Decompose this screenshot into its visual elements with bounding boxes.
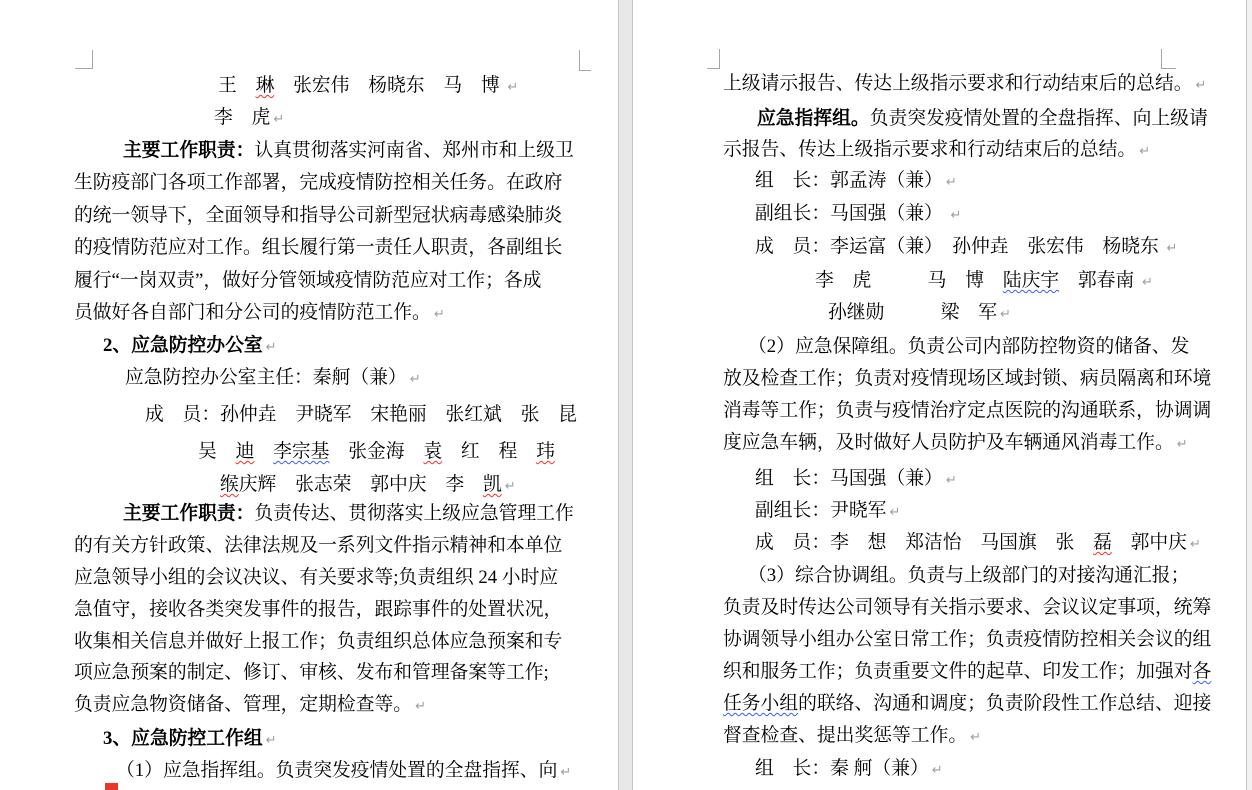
text-segment: 李 虎: [214, 107, 271, 128]
text-line[interactable]: [723, 597, 1211, 618]
text-segment: 成 员：李运富（兼） 孙仲垚 张宏伟 杨晓东: [755, 236, 1164, 257]
text-line[interactable]: [723, 73, 1206, 96]
text-line[interactable]: [74, 270, 541, 291]
text-line[interactable]: [218, 75, 518, 98]
text-segment: 负责突发疫情处置的全盘指挥、向上级请: [869, 108, 1208, 129]
text-line[interactable]: [125, 367, 421, 390]
paragraph-mark-icon: ↵: [1189, 537, 1201, 552]
text-boundary-mark-icon: [1161, 49, 1176, 69]
text-boundary-mark-icon: [579, 50, 591, 71]
text-segment: [254, 441, 273, 462]
text-line[interactable]: [103, 728, 277, 751]
text-segment: 孙继勋 梁 军: [828, 302, 998, 323]
paragraph-mark-icon: ↵: [931, 763, 943, 778]
paragraph-mark-icon: ↵: [945, 473, 957, 488]
text-segment: 张金海: [329, 441, 424, 462]
text-line[interactable]: [116, 760, 571, 783]
paragraph-mark-icon: ↵: [409, 372, 421, 387]
text-segment: 项应急预案的制定、修订、审核、发布和管理备案等工作;: [74, 662, 549, 683]
text-segment: 王: [218, 75, 256, 96]
text-segment: （1）应急指挥组。负责突发疫情处置的全盘指挥、向: [116, 760, 558, 781]
text-line[interactable]: [123, 140, 574, 161]
paragraph-mark-icon: ↵: [1141, 275, 1153, 290]
text-segment: 上级请示报告、传达上级指示要求和行动结束后的总结。: [723, 73, 1193, 94]
text-segment: 成 员：李 想 郑洁怡 马国旗 张: [755, 532, 1094, 553]
text-segment: 负责应急物资储备、管理，定期检查等。: [74, 694, 413, 715]
text-line[interactable]: [145, 404, 577, 425]
red-text-fragment: [105, 783, 118, 790]
text-segment: 织和服务工作；负责重要文件的起草、印发工作；加强对: [723, 661, 1193, 682]
paragraph-mark-icon: ↵: [1195, 78, 1207, 93]
text-line[interactable]: [755, 758, 943, 781]
grammar-blue-squiggle-text: 各: [1192, 661, 1212, 682]
text-segment: 认真贯彻落实河南省、郑州市和上级卫: [254, 140, 574, 161]
paragraph-mark-icon: ↵: [970, 730, 982, 745]
page-right-edge: [1246, 0, 1252, 790]
text-segment: 郭春南: [1059, 270, 1139, 291]
text-segment: 应急指挥组。: [757, 108, 870, 129]
text-boundary-mark-icon: [75, 50, 93, 69]
text-line[interactable]: [74, 599, 562, 620]
text-line[interactable]: [723, 368, 1211, 389]
text-segment: 吴: [198, 441, 236, 462]
text-line[interactable]: [723, 629, 1211, 650]
text-segment: 庆辉 张志荣 郭中庆 李: [238, 474, 483, 495]
document-page-right[interactable]: [633, 0, 1246, 790]
grammar-blue-squiggle-text: 任务小组: [723, 693, 799, 714]
paragraph-mark-icon: ↵: [889, 505, 901, 520]
text-segment: 李 虎 马 博: [815, 270, 1003, 291]
text-segment: 生防疫部门各项工作部署，完成疫情防控相关任务。在政府: [74, 172, 563, 193]
text-line[interactable]: [723, 400, 1211, 421]
spellcheck-red-squiggle-text: 缑: [220, 474, 239, 495]
text-line[interactable]: [755, 203, 961, 226]
text-line[interactable]: [123, 503, 574, 524]
text-line[interactable]: [815, 270, 1153, 293]
paragraph-mark-icon: ↵: [273, 112, 285, 127]
text-segment: 张宏伟 杨晓东 马 博: [274, 75, 505, 96]
paragraph-mark-icon: ↵: [950, 208, 962, 223]
text-line[interactable]: [723, 432, 1188, 455]
text-segment: 示报告、传达上级指示要求和行动结束后的总结。: [723, 139, 1137, 160]
text-line[interactable]: [74, 205, 562, 226]
paragraph-mark-icon: ↵: [1176, 437, 1188, 452]
text-segment: 副组长：马国强（兼）: [755, 203, 948, 224]
paragraph-mark-icon: ↵: [945, 175, 957, 190]
text-segment: 收集相关信息并做好上报工作；负责组织总体应急预案和专: [74, 631, 563, 652]
text-line[interactable]: [755, 532, 1201, 555]
text-segment: 组 长：郭孟涛（兼）: [755, 170, 943, 191]
text-line[interactable]: [74, 694, 426, 717]
text-line[interactable]: [74, 302, 445, 325]
document-page-left[interactable]: [0, 0, 618, 790]
text-line[interactable]: [74, 172, 562, 193]
text-segment: 郭中庆: [1111, 532, 1187, 553]
text-line[interactable]: [74, 567, 558, 588]
paragraph-mark-icon: ↵: [1139, 144, 1151, 159]
grammar-blue-squiggle-text: 陆庆宇: [1002, 270, 1060, 291]
paragraph-mark-icon: ↵: [560, 765, 572, 780]
grammar-blue-squiggle-text: 李宗基: [273, 441, 330, 462]
paragraph-mark-icon: ↵: [265, 733, 277, 748]
text-line[interactable]: [723, 139, 1150, 162]
text-segment: 督查检查、提出奖惩等工作。: [723, 725, 968, 746]
text-line[interactable]: [74, 237, 562, 258]
text-segment: 成 员：孙仲垚 尹晓军 宋艳丽 张红斌 张 昆: [145, 404, 577, 425]
text-segment: 应急防控办公室主任：秦舸（兼）: [125, 367, 407, 388]
text-line[interactable]: [74, 631, 562, 652]
text-line[interactable]: [828, 302, 1011, 325]
text-segment: 的联络、沟通和调度；负责阶段性工作总结、迎接: [798, 693, 1212, 714]
text-segment: （3）综合协调组。负责与上级部门的对接沟通汇报；: [748, 565, 1190, 586]
spellcheck-red-squiggle-text: 磊: [1093, 532, 1112, 553]
spellcheck-red-squiggle-text: 玮: [536, 441, 555, 462]
page-gap-divider: [618, 0, 633, 790]
text-segment: 负责及时传达公司领导有关指示要求、会议议定事项，统筹: [723, 597, 1212, 618]
paragraph-mark-icon: ↵: [1166, 241, 1178, 256]
paragraph-mark-icon: ↵: [1000, 307, 1011, 322]
text-segment: 组 长：秦 舸（兼）: [755, 758, 929, 779]
text-segment: 的统一领导下，全面领导和指导公司新型冠状病毒感染肺炎: [74, 205, 563, 226]
text-segment: 急值守，接收各类突发事件的报告，跟踪事件的处置状况，: [74, 599, 563, 620]
text-segment: 履行“一岗双责”，做好分管领域疫情防范应对工作；各成: [74, 270, 542, 291]
text-segment: 协调领导小组办公室日常工作；负责疫情防控相关会议的组: [723, 629, 1212, 650]
text-line[interactable]: [198, 441, 555, 462]
text-segment: 放及检查工作；负责对疫情现场区域封锁、病员隔离和环境: [723, 368, 1212, 389]
text-segment: 的疫情防范应对工作。组长履行第一责任人职责，各副组长: [74, 237, 563, 258]
text-boundary-mark-icon: [707, 49, 720, 69]
spellcheck-red-squiggle-text: 凯: [482, 474, 502, 495]
text-segment: 度应急车辆，及时做好人员防护及车辆通风消毒工作。: [723, 432, 1174, 453]
spellcheck-red-squiggle-text: 迪: [235, 441, 255, 462]
text-line[interactable]: [755, 236, 1177, 259]
text-line[interactable]: [748, 565, 1189, 586]
spellcheck-red-squiggle-text: 袁: [423, 441, 443, 462]
text-segment: 应急领导小组的会议决议、有关要求等;负责组织 24 小时应: [74, 567, 559, 588]
paragraph-mark-icon: ↵: [433, 307, 445, 322]
text-line[interactable]: [74, 535, 562, 556]
text-line[interactable]: [723, 693, 1211, 714]
text-line[interactable]: [757, 108, 1208, 129]
text-segment: 负责传达、贯彻落实上级应急管理工作: [254, 503, 574, 524]
text-segment: 主要工作职责：: [123, 140, 255, 161]
text-segment: 组 长：马国强（兼）: [755, 468, 943, 489]
text-line[interactable]: [214, 107, 284, 130]
text-line[interactable]: [755, 468, 957, 491]
text-line[interactable]: [74, 662, 549, 683]
text-line[interactable]: [103, 335, 277, 358]
text-segment: 2、应急防控办公室: [103, 335, 263, 356]
text-segment: 副组长：尹晓军: [755, 500, 887, 521]
text-segment: （2）应急保障组。负责公司内部防控物资的储备、发: [748, 336, 1190, 357]
text-line[interactable]: [723, 661, 1211, 682]
text-segment: 的有关方针政策、法律法规及一系列文件指示精神和本单位: [74, 535, 563, 556]
spellcheck-red-squiggle-text: 琳: [255, 75, 275, 96]
text-line[interactable]: [755, 500, 900, 523]
paragraph-mark-icon: ↵: [265, 340, 277, 355]
paragraph-mark-icon: ↵: [507, 80, 519, 95]
text-segment: 主要工作职责：: [123, 503, 255, 524]
text-line[interactable]: [723, 725, 981, 748]
text-segment: 消毒等工作；负责与疫情治疗定点医院的沟通联系，协调调: [723, 400, 1212, 421]
text-segment: 员做好各自部门和分公司的疫情防范工作。: [74, 302, 431, 323]
paragraph-mark-icon: ↵: [504, 479, 516, 494]
text-segment: 3、应急防控工作组: [103, 728, 263, 749]
text-line[interactable]: [748, 336, 1189, 357]
text-line[interactable]: [220, 474, 516, 497]
text-line[interactable]: [755, 170, 957, 193]
text-segment: 红 程: [442, 441, 537, 462]
paragraph-mark-icon: ↵: [415, 699, 426, 714]
